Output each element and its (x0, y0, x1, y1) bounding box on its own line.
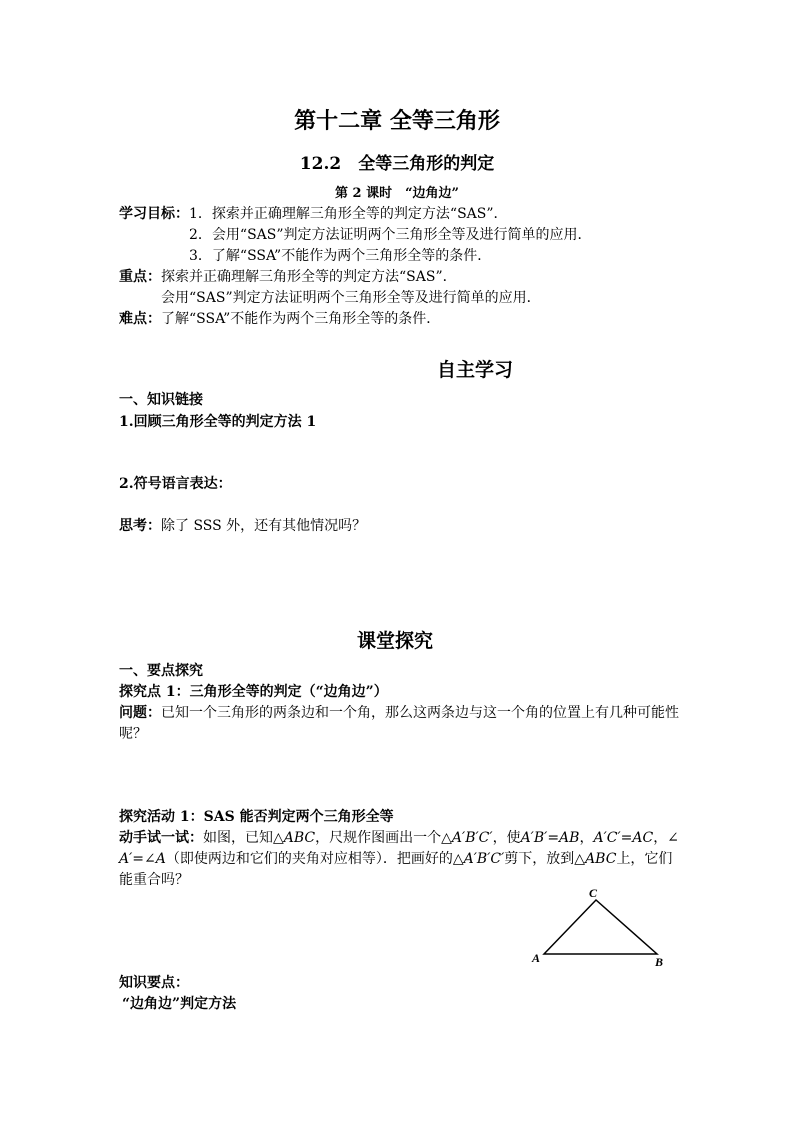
key-points-line-1 (119, 266, 457, 286)
try-text: 剪下，放到 (504, 851, 575, 867)
try-line-1 (119, 827, 679, 847)
key-points-explore-heading: 一、要点探究 (119, 663, 203, 679)
think-question (119, 515, 366, 535)
triangle-a1b1c1: △A′B′C′ (452, 851, 505, 867)
symbol-language-question: 2.符号语言表达： (119, 476, 232, 492)
triangle-abc: △ABC (574, 851, 617, 867)
knowledge-points-label: 知识要点： (119, 975, 189, 991)
review-question: 1.回顾三角形全等的判定方法 1 (119, 414, 317, 430)
objectives-line-1 (119, 203, 508, 223)
try-text: 如图，已知 (203, 830, 273, 846)
try-line-3: 能重合吗？ (119, 872, 189, 888)
equation: A′C′=AC (593, 830, 654, 846)
objective-item: 2．会用“SAS”判定方法证明两个三角形全等及进行简单的应用． (189, 227, 592, 243)
try-text: ，尺规作图画出一个 (315, 830, 442, 846)
vertex-label-a: A (532, 951, 541, 965)
try-text: （即使两边和它们的夹角对应相等）．把画好的 (165, 851, 453, 867)
comma: ， (579, 830, 594, 846)
question-line-1 (119, 702, 679, 722)
knowledge-link-heading: 一、知识链接 (119, 392, 203, 408)
classroom-heading: 课堂探究 (357, 630, 434, 652)
equation: A′B′=AB (520, 830, 580, 846)
difficulty-text: 了解“SSA”不能作为两个三角形全等的条件． (161, 311, 441, 327)
objectives-label: 学习目标： (119, 206, 189, 222)
triangle-abc-figure (528, 884, 674, 970)
chapter-title: 第十二章 全等三角形 (294, 108, 500, 134)
objective-item: 3．了解“SSA”不能作为两个三角形全等的条件． (189, 248, 492, 264)
activity-1-heading: 探究活动 1：SAS 能否判定两个三角形全等 (119, 809, 394, 825)
key-points-line-2: 会用“SAS”判定方法证明两个三角形全等及进行简单的应用． (161, 290, 541, 306)
key-points-text: 探索并正确理解三角形全等的判定方法“SAS”． (161, 269, 457, 285)
question-label: 问题： (119, 705, 161, 721)
think-text: 除了 SSS 外，还有其他情况吗？ (161, 518, 367, 534)
section-title: 12.2 全等三角形的判定 (299, 154, 495, 174)
vertex-label-b: B (655, 955, 664, 969)
knowledge-point-item: “边角边”判定方法 (122, 996, 237, 1012)
try-line-2 (119, 848, 672, 868)
try-text: ，使 (492, 830, 521, 846)
try-label: 动手试一试： (119, 830, 203, 846)
difficulty-line (119, 308, 440, 328)
self-study-heading: 自主学习 (437, 359, 514, 381)
triangle-abc-shape (544, 900, 657, 954)
question-line-2: 呢？ (119, 726, 147, 742)
key-points-label: 重点： (119, 269, 161, 285)
difficulty-label: 难点： (119, 311, 161, 327)
lesson-title: 第 2 课时 “边角边” (334, 186, 460, 201)
think-label: 思考： (119, 518, 161, 534)
triangle-abc: △ABC (273, 830, 316, 846)
equation: A′=∠A (119, 851, 166, 867)
question-text: 已知一个三角形的两条边和一个角，那么这两条边与这一个角的位置上有几种可能性 (161, 705, 679, 721)
explore-point-1: 探究点 1：三角形全等的判定（“边角边”） (119, 684, 388, 700)
triangle-a1b1c1: △A′B′C′ (441, 830, 493, 846)
try-text: 上，它们 (616, 851, 673, 867)
try-text: ，∠ (653, 830, 679, 846)
objective-item: 1．探索并正确理解三角形全等的判定方法“SAS”． (189, 206, 508, 222)
vertex-label-c: C (589, 886, 598, 900)
